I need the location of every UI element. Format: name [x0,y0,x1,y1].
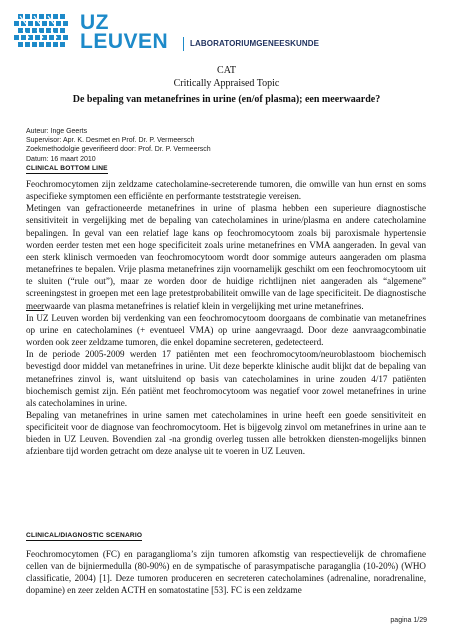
logo-uz-text: UZ [80,11,109,34]
scenario-body [26,548,426,597]
bottom-line-paragraph-5: Bepaling van metanefrines in urine samen met catecholamines in urine heeft een goede sensitiviteit en specificiteit voor de diagnose van feochromocytoom. Het is bijgevolg zinvol om metanefrines in urine aan te bieden in UZ Leuven. Bovendien zal -na grondig overleg tussen alle betrokken diensten-mogelijks binnen afzienbare tijd worden getracht om deze analyse uit te voeren in UZ Leuven. [26,409,426,457]
logo-divider [183,37,184,51]
doc-meta [26,127,211,164]
section-heading-scenario: CLINICAL/DIAGNOSTIC SCENARIO [26,532,143,539]
underlined-word: meer [26,300,45,311]
bottom-line-paragraph-1: Feochromocytomen zijn zeldzame catecholamine-secreterende tumoren, die omwille van hun ernst en soms aspecifieke symptomen een efficiënte en performante teststrategie vereisen. [26,179,426,202]
department-name: LABORATORIUMGENEESKUNDE [190,39,320,48]
section-heading-bottom-line: CLINICAL BOTTOM LINE [26,165,108,172]
bottom-line-paragraph-3: In UZ Leuven worden bij verdenking van een feochromocytoom doorgaans de combinatie van metanefrines op urine en catecholamines (+ eventueel VMA) op urine aangevraagd. Door deze aanvraagcombinatie worden ook zeer zeldzame tumoren, die enkel dopamine secreteren, gedetecteerd. [26,312,426,348]
bottom-line-paragraph-2 [26,202,426,311]
doc-title: De bepaling van metanefrines in urine (en/of plasma); een meerwaarde? [72,94,381,105]
logo-leuven-text: LEUVEN [80,30,169,53]
meta-date: Datum: 16 maart 2010 [26,155,96,163]
uz-leuven-emblem-icon [14,12,72,52]
bottom-line-paragraph-4: In de periode 2005-2009 werden 17 patiënten met een feochromocytoom/neuroblastoom biochemisch bevestigd door middel van metanefrines in urine. Uit deze beperkte klinische audit blijkt dat de bepaling van metanefrines zinvol is, want uitsluitend op basis van catecholamines in urine zouden 4/17 patiënten biochemisch gemist zijn. Eén patiënt met feochromocytoom was negatief voor zowel metanefrines in urine als catecholamines in urine. [26,349,426,408]
doc-subtitle: Critically Appraised Topic [173,78,280,89]
doc-cat-label: CAT [217,65,236,76]
page-number: pagina 1/29 [390,617,427,624]
bottom-line-body [26,178,426,458]
meta-search-methodology: Zoekmethodolgie geverifieerd door: Prof. Dr. P. Vermeersch [26,146,211,154]
bottom-line-paragraph-2-text-a: Metingen van gefractioneerde metanefrines in urine of plasma hebben een superieure diagnostische sensitiviteit in vergelijking met de bepaling van catecholamines in urine/plasma en andere catecholamine bepalingen. In geval van een relatief lage kans op feochromocytoom zoals bij paroxismale hypertensie worden eerder testen met een hoge specificiteit zoals urine metanefrines en VMA aangeraden. In geval van een sterk klinisch vermoeden van feochromocytoom wordt door sommige auteurs aangeraden om plasma metanefrines te bepalen. Vrije plasma metanefrines zijn voornamelijk geschikt om een feochromocytoom uit te sluiten (“rule out”), maar ze worden door de huidige richtlijnen niet aangeraden als “algemene” screeningstest in groepen met een lage pretestprobabiliteit omwille van de lage specificiteit. De diagnostische [26,203,426,299]
meta-author: Auteur: Inge Geerts [26,128,88,135]
meta-supervisor: Supervisor: Apr. K. Desmet en Prof. Dr. P. Vermeersch [26,137,195,145]
bottom-line-paragraph-2-text-b: waarde van plasma metanefrines is relatief klein in vergelijking met urine metanefrines. [44,300,364,311]
scenario-paragraph-1: Feochromocytomen (FC) en paraganglioma’s zijn tumoren afkomstig van respectievelijk de chromafiene cellen van de bijniermedulla (80-90%) en de sympatische of parasympatische paraganglia (10-20%) (WHO classificatie, 2004) [1]. Deze tumoren produceren en secreteren catecholamines (adrenaline, noradrenaline, dopamine) en zeer zelden ACTH en somatostatine [53]. FC is een zeldzame [26,549,426,596]
uz-leuven-logo [14,11,320,53]
